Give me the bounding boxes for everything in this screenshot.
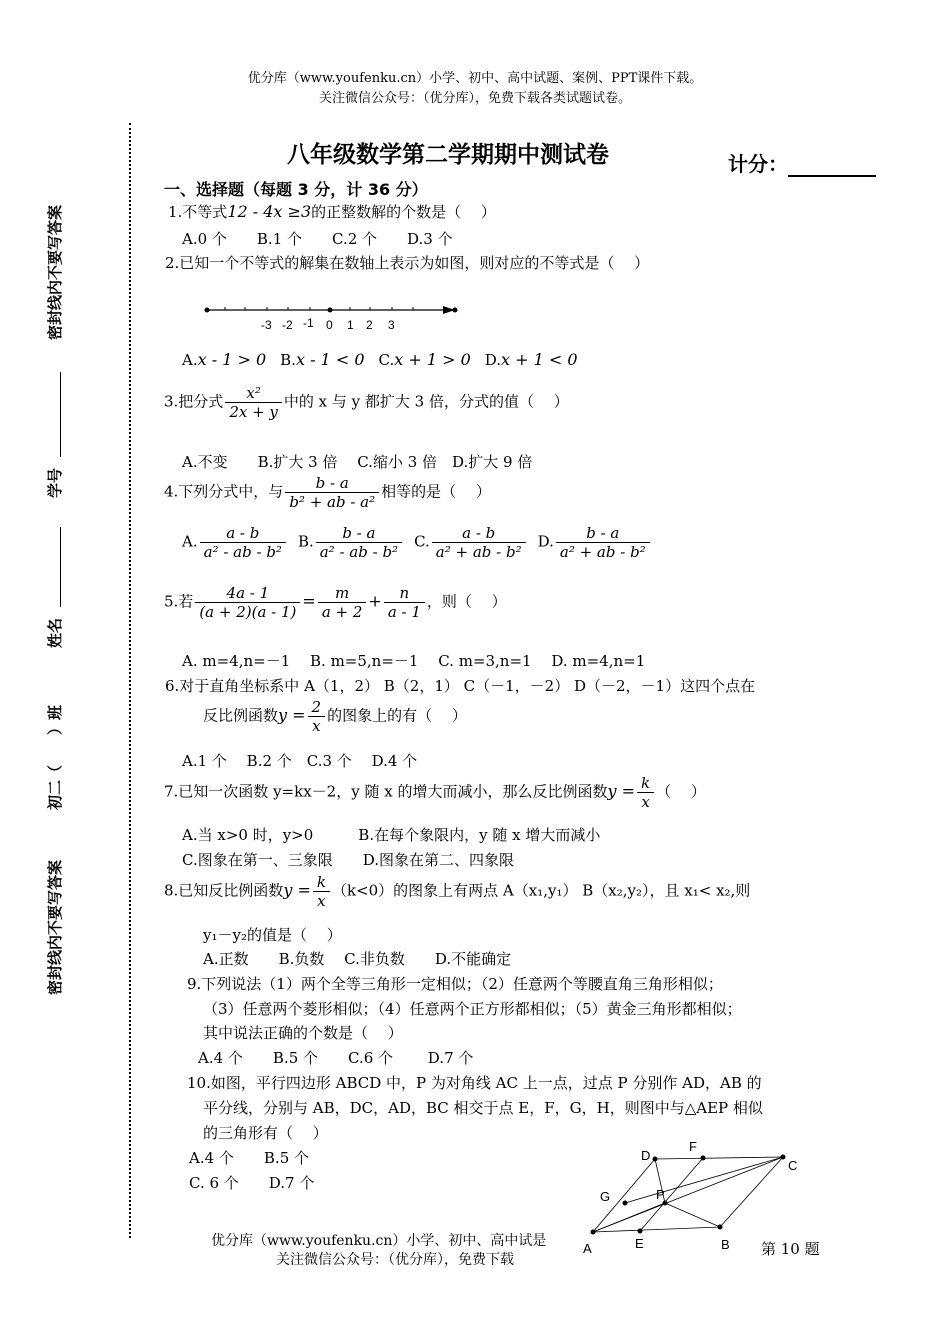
q2-options — [182, 350, 578, 369]
score-blank — [788, 155, 876, 177]
grade-label: 初二（ — [46, 764, 64, 810]
q6-pre: 反比例函数 — [203, 706, 279, 725]
score-label: 计分： — [728, 152, 788, 176]
tick-label: -2 — [282, 318, 293, 332]
header-line-1: 优分库（www.youfenku.cn）小学、初中、高中试题、案例、PPT课件下载。 — [247, 71, 703, 86]
question-4 — [164, 474, 491, 511]
q7-options-ab: A.当 x>0 时，y>0 B.在每个象限内，y 随 x 增大而减小 — [182, 826, 601, 844]
question-1 — [168, 201, 496, 222]
vertex-label-d: D — [641, 1148, 651, 1163]
tick-label: -3 — [261, 318, 272, 332]
question-5 — [164, 584, 507, 621]
name-label: 姓名 — [46, 617, 64, 648]
q3-fraction: $\frac{\text{x²}}{2x + y}$ — [225, 384, 282, 421]
point-label-p: P — [656, 1187, 665, 1202]
class-label: ）班 — [46, 704, 64, 735]
q2-option-c-label: C. — [378, 351, 395, 369]
q1-options: A.0 个 B.1 个 C.2 个 D.3 个 — [182, 230, 453, 248]
q6-options: A.1 个 B.2 个 C.3 个 D.4 个 — [182, 752, 418, 770]
question-2: 2.已知一个不等式的解集在数轴上表示为如图，则对应的不等式是（ ） — [165, 254, 650, 272]
q9-line-3: 其中说法正确的个数是（ ） — [203, 1024, 403, 1042]
q4-option-a-label: A. — [182, 532, 198, 551]
q5-fraction-1: $\frac{4a - 1}{(a + 2)(a - 1)}$ — [195, 584, 300, 621]
q4-fraction: $\frac{b - a}{\text{b² + ab - a²}}$ — [285, 474, 379, 511]
q7-options-cd: C.图象在第一、三象限 D.图象在第二、四象限 — [182, 851, 514, 869]
q5-equals: = — [302, 591, 316, 611]
q1-inequality: 12 - 4x ≥3 — [227, 202, 312, 221]
q4-option-c: $\frac{a - b}{\text{a² + ab - b²}}$ — [432, 524, 526, 561]
q8-line-2: y₁－y₂的值是（ ） — [203, 926, 342, 944]
q6-line-2 — [203, 698, 467, 735]
q4-stem-pre: 4.下列分式中，与 — [164, 482, 284, 501]
q1-stem-pre: 1.不等式 — [168, 203, 228, 221]
q4-option-d: $\frac{b - a}{\text{a² + ab - b²}}$ — [556, 524, 650, 561]
q2-option-a-label: A. — [182, 351, 198, 369]
q9-line-2: （3）任意两个菱形相似；（4）任意两个正方形都相似；（5）黄金三角形都相似； — [203, 1000, 742, 1018]
footer-line-1: 优分库（www.youfenku.cn）小学、初中、高中试是 — [211, 1233, 547, 1249]
q5-stem-pre: 5.若 — [164, 592, 194, 611]
number-line-zero-dot — [328, 308, 333, 313]
name-blank — [60, 527, 61, 607]
student-id-label: 学号 — [46, 467, 64, 498]
question-9: 9.下列说法（1）两个全等三角形一定相似；（2）任意两个等腰直角三角形相似； — [187, 975, 723, 993]
tick-label: 1 — [347, 318, 354, 332]
vertex-label-a: A — [583, 1241, 592, 1256]
q7-post: （ ） — [656, 782, 706, 801]
q8-fraction: $\frac{k}{x}$ — [313, 873, 330, 910]
header-line-2: 关注微信公众号：（优分库），免费下载各类试题试卷。 — [318, 91, 631, 106]
q4-option-a: $\frac{a - b}{\text{a² - ab - b²}}$ — [200, 524, 286, 561]
number-line-right-dot — [453, 308, 458, 313]
q3-options: A.不变 B.扩大 3 倍 C.缩小 3 倍 D.扩大 9 倍 — [182, 453, 533, 471]
point-label-g: G — [600, 1189, 611, 1204]
question-6: 6.对于直角坐标系中 A（1，2） B（2，1） C（－1，－2） D（－2，－1）这四个点在 — [165, 677, 756, 695]
tick-label: 3 — [388, 318, 395, 332]
point-label-e: E — [635, 1236, 644, 1251]
point-label-f: F — [689, 1139, 697, 1154]
q6-y-label: y = — [278, 705, 306, 725]
q8-post: （k<0）的图象上有两点 A（x₁,y₁） B（x₂,y₂），且 x₁< x₂,则 — [331, 881, 751, 900]
q2-option-c: x + 1 > 0 — [394, 350, 471, 369]
figure-caption: 第 10 题 — [761, 1240, 820, 1258]
q4-option-b-label: B. — [297, 532, 314, 551]
q7-fraction: $\frac{k}{x}$ — [637, 774, 654, 811]
q7-stem: 7.已知一次函数 y=kx－2，y 随 x 的增大而减小，那么反比例函数 — [164, 782, 608, 801]
q8-y-label: y = — [283, 880, 311, 900]
tick-label: 0 — [326, 318, 333, 332]
q5-options: A. m=4,n=－1 B. m=5,n=－1 C. m=3,n=1 D. m=4,n=1 — [182, 652, 646, 670]
line-gh — [625, 1157, 783, 1203]
q6-fraction: $\frac{2}{x}$ — [308, 698, 326, 735]
number-line-left-dot — [205, 308, 210, 313]
q2-option-b: x - 1 < 0 — [295, 350, 365, 369]
q10-options-cd: C. 6 个 D.7 个 — [189, 1174, 315, 1192]
section-heading: 一、选择题（每题 3 分，计 36 分） — [164, 180, 428, 199]
q2-option-a: x - 1 > 0 — [197, 350, 267, 369]
line-ef — [640, 1158, 703, 1231]
footer-line-2: 关注微信公众号：（优分库），免费下载 — [276, 1252, 514, 1268]
q4-options — [182, 524, 652, 561]
q10-line-3: 的三角形有（ ） — [203, 1124, 328, 1142]
seal-dotted-line — [129, 123, 131, 1238]
q4-stem-post: 相等的是（ ） — [381, 482, 491, 501]
q2-option-d-label: D. — [484, 351, 502, 369]
score-field[interactable] — [728, 148, 876, 177]
seal-warning-bottom: 密封线内不要写答案 — [46, 859, 64, 995]
number-line-figure — [195, 298, 465, 338]
vertex-label-c: C — [788, 1158, 798, 1173]
q3-stem-pre: 3.把分式 — [164, 392, 224, 411]
q2-option-b-label: B. — [280, 351, 296, 369]
q8-options: A.正数 B.负数 C.非负数 D.不能确定 — [203, 950, 512, 968]
q2-option-d: x + 1 < 0 — [501, 350, 578, 369]
q9-options: A.4 个 B.5 个 C.6 个 D.7 个 — [198, 1049, 474, 1067]
question-10: 10.如图，平行四边形 ABCD 中，P 为对角线 AC 上一点，过点 P 分别作 AD，AB 的 — [187, 1074, 762, 1092]
q6-post: 的图象上的有（ ） — [327, 706, 467, 725]
seal-warning-top: 密封线内不要写答案 — [46, 204, 64, 340]
q7-y-label: y = — [607, 781, 635, 801]
vertex-label-b: B — [721, 1237, 730, 1252]
tick-label: 2 — [366, 318, 373, 332]
page-title: 八年级数学第二学期期中测试卷 — [287, 142, 609, 168]
question-7 — [164, 774, 706, 811]
q5-fraction-2: $\frac{m}{a + 2}$ — [318, 584, 367, 621]
q4-option-b: $\frac{b - a}{\text{a² - ab - b²}}$ — [316, 524, 402, 561]
question-3 — [164, 384, 569, 421]
q1-stem-post: 的正整数解的个数是（ ） — [311, 203, 496, 221]
line-ap — [593, 1203, 665, 1232]
q10-line-2: 平分线，分别与 AB，DC，AD，BC 相交于点 E，F，G，H，则图中与△AEP 相似 — [203, 1099, 763, 1117]
q10-options-ab: A.4 个 B.5 个 — [189, 1149, 310, 1167]
q5-fraction-3: $\frac{n}{a - 1}$ — [384, 584, 425, 621]
q4-option-d-label: D. — [537, 532, 554, 551]
question-8 — [164, 873, 750, 910]
q8-pre: 8.已知反比例函数 — [164, 881, 284, 900]
q5-stem-post: ，则（ ） — [426, 592, 507, 611]
q3-stem-post: 中的 x 与 y 都扩大 3 倍，分式的值（ ） — [283, 392, 569, 411]
student-id-blank — [60, 372, 61, 457]
q5-plus: + — [368, 591, 382, 611]
tick-label: -1 — [303, 316, 314, 330]
q4-option-c-label: C. — [414, 532, 430, 551]
